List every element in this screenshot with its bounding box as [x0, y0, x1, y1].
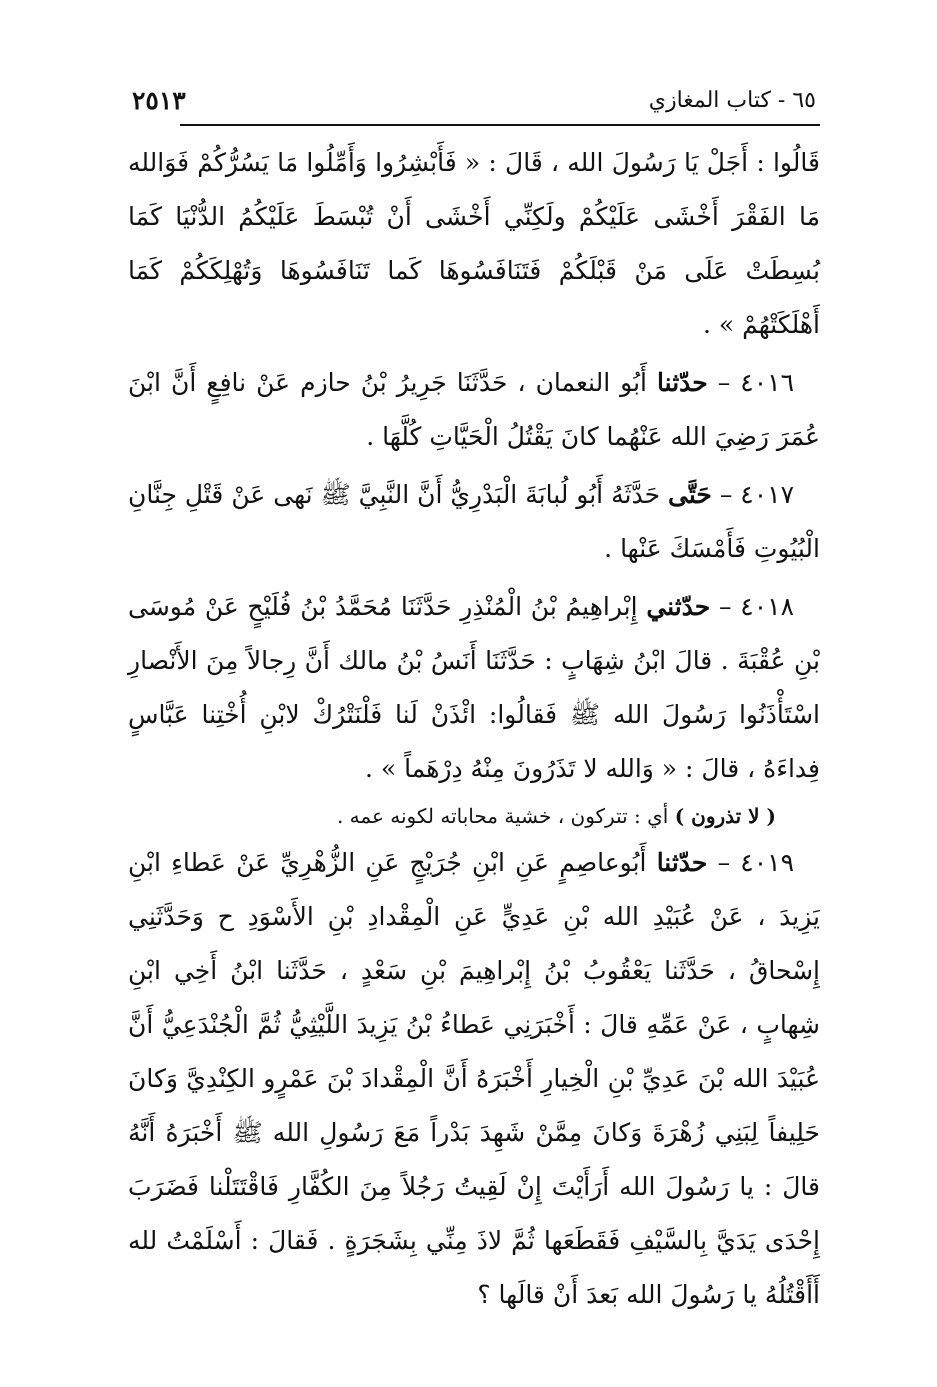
running-title: ٦٥ - كتاب المغازي: [648, 88, 816, 113]
hadith-number: ٤٠١٩ –: [717, 848, 795, 877]
gloss-note: [128, 796, 820, 836]
gloss-text: أي : تتركون ، خشية محاباته لكونه عمه .: [336, 804, 669, 828]
hadith-number: ٤٠١٦ –: [717, 368, 795, 397]
hadith-number: ٤٠١٨ –: [719, 592, 794, 621]
hadith-text: حَدَّثَهُ أَبُو لُبابَةَ الْبَدْرِيُّ أَنَّ النَّبِيَّ ﷺ نَهى عَنْ قَتْلِ جِنَّانِ الْبُيُوتِ فَأَمْسَكَ عَنْها .: [128, 480, 820, 563]
hadith-4019: [128, 836, 820, 1322]
hadith-keyword: حدّثنا: [656, 848, 708, 877]
hadith-keyword: حدّثنا: [657, 368, 708, 397]
hadith-text: إِبْراهِيمُ بْنُ الْمُنْذِرِ حَدَّثَنَا مُحَمَّدُ بْنُ فُلَيْحٍ عَنْ مُوسَى بْنِ عُقْبَةَ . قالَ ابْنُ شِهَابٍ : حَدَّثَنَا أَنَسُ بْنُ مالك أَنَّ رِجالاً مِنَ الأَنْصارِ اسْتَأْذَنُوا رَسُولَ الله ﷺ فَقالُوا: ائْذَنْ لَنا فَلْنَتْرُكْ لابْنِ أُخْتِنا عَبَّاسٍ فِداءَهُ ، قالَ : « وَالله لا تَذَرُونَ مِنْهُ دِرْهَماً » .: [128, 592, 820, 783]
hadith-4016: [128, 356, 820, 464]
hadith-number: ٤٠١٧ –: [719, 480, 794, 509]
header-rule: [180, 124, 820, 126]
page-body: [128, 136, 820, 1322]
hadith-keyword: حَتَّى: [668, 480, 712, 509]
hadith-4018: [128, 580, 820, 796]
hadith-keyword: حدّثني: [646, 592, 711, 621]
page: [128, 80, 820, 1322]
page-header: [128, 80, 820, 122]
gloss-term: ( لا تذرون ): [674, 804, 776, 828]
page-number: ٢٥١٣: [132, 86, 186, 115]
hadith-text: أَبُو النعمان ، حَدَّثَنَا جَرِيرُ بْنُ حازم عَنْ نافِعٍ أَنَّ ابْنَ عُمَرَ رَضِيَ الله عَنْهُما كانَ يَقْتُلُ الْحَيَّاتِ كُلَّهَا .: [128, 368, 820, 451]
paragraph-text: قَالُوا : أَجَلْ يَا رَسُولَ الله ، قَالَ : « فَأَبْشِرُوا وَأَمِّلُوا مَا يَسُرُّكُمْ فَوَالله مَا الفَقْرَ أَخْشَى عَلَيْكُمْ ولَكِنِّي أَخْشَى أَنْ تُبْسَطَ عَلَيْكُمُ الدُّنْيَا كَمَا بُسِطَتْ عَلَى مَنْ قَبْلَكُمْ فَتَنَافَسُوهَا كَما تَنَافَسُوهَا وَتُهْلِكَكُمْ كَمَا أَهْلَكَتْهُمْ » .: [128, 148, 821, 339]
paragraph-continuation: [128, 136, 820, 352]
hadith-text: أَبُوعاصِمٍ عَنِ ابْنِ جُرَيْجٍ عَنِ الزُّهْرِيِّ عَنْ عَطاءِ ابْنِ يَزِيدَ ، عَنْ عُبَيْدِ الله بْنِ عَدِيٍّ عَنِ الْمِقْدادِ بْنِ الأَسْوَدِ ح وَحَدَّثَنِي إِسْحاقُ ، حَدَّثَنا يَعْقُوبُ بْنُ إِبْراهِيمَ بْنِ سَعْدٍ ، حَدَّثَنا ابْنُ أَخِي ابْنِ شِهابٍ ، عَنْ عَمِّهِ قالَ : أَخْبَرَنِي عَطاءُ بْنُ يَزِيدَ اللَّيْثِيُّ ثُمَّ الْجُنْدَعِيُّ أَنَّ عُبَيْدَ الله بْنَ عَدِيِّ بْنِ الْخِيارِ أَخْبَرَهُ أَنَّ الْمِقْدادَ بْنَ عَمْرٍو الكِنْدِيَّ وَكانَ حَلِيفاً لِبَنِي زُهْرَةَ وَكانَ مِمَّنْ شَهِدَ بَدْراً مَعَ رَسُولِ الله ﷺ أَخْبَرَهُ أَنَّهُ قالَ : يا رَسُولَ الله أَرَأَيْتَ إِنْ لَقِيتُ رَجُلاً مِنَ الكُفَّارِ فَاقْتَتَلْنا فَضَرَبَ إِحْدَى يَدَيَّ بِالسَّيْفِ فَقَطَعَها ثُمَّ لاذَ مِنِّي بِشَجَرَةٍ . فَقالَ : أَسْلَمْتُ لله أَأَقْتُلُهُ يا رَسُولَ الله بَعدَ أَنْ قالَها ؟: [128, 848, 820, 1309]
hadith-4017: [128, 468, 820, 576]
